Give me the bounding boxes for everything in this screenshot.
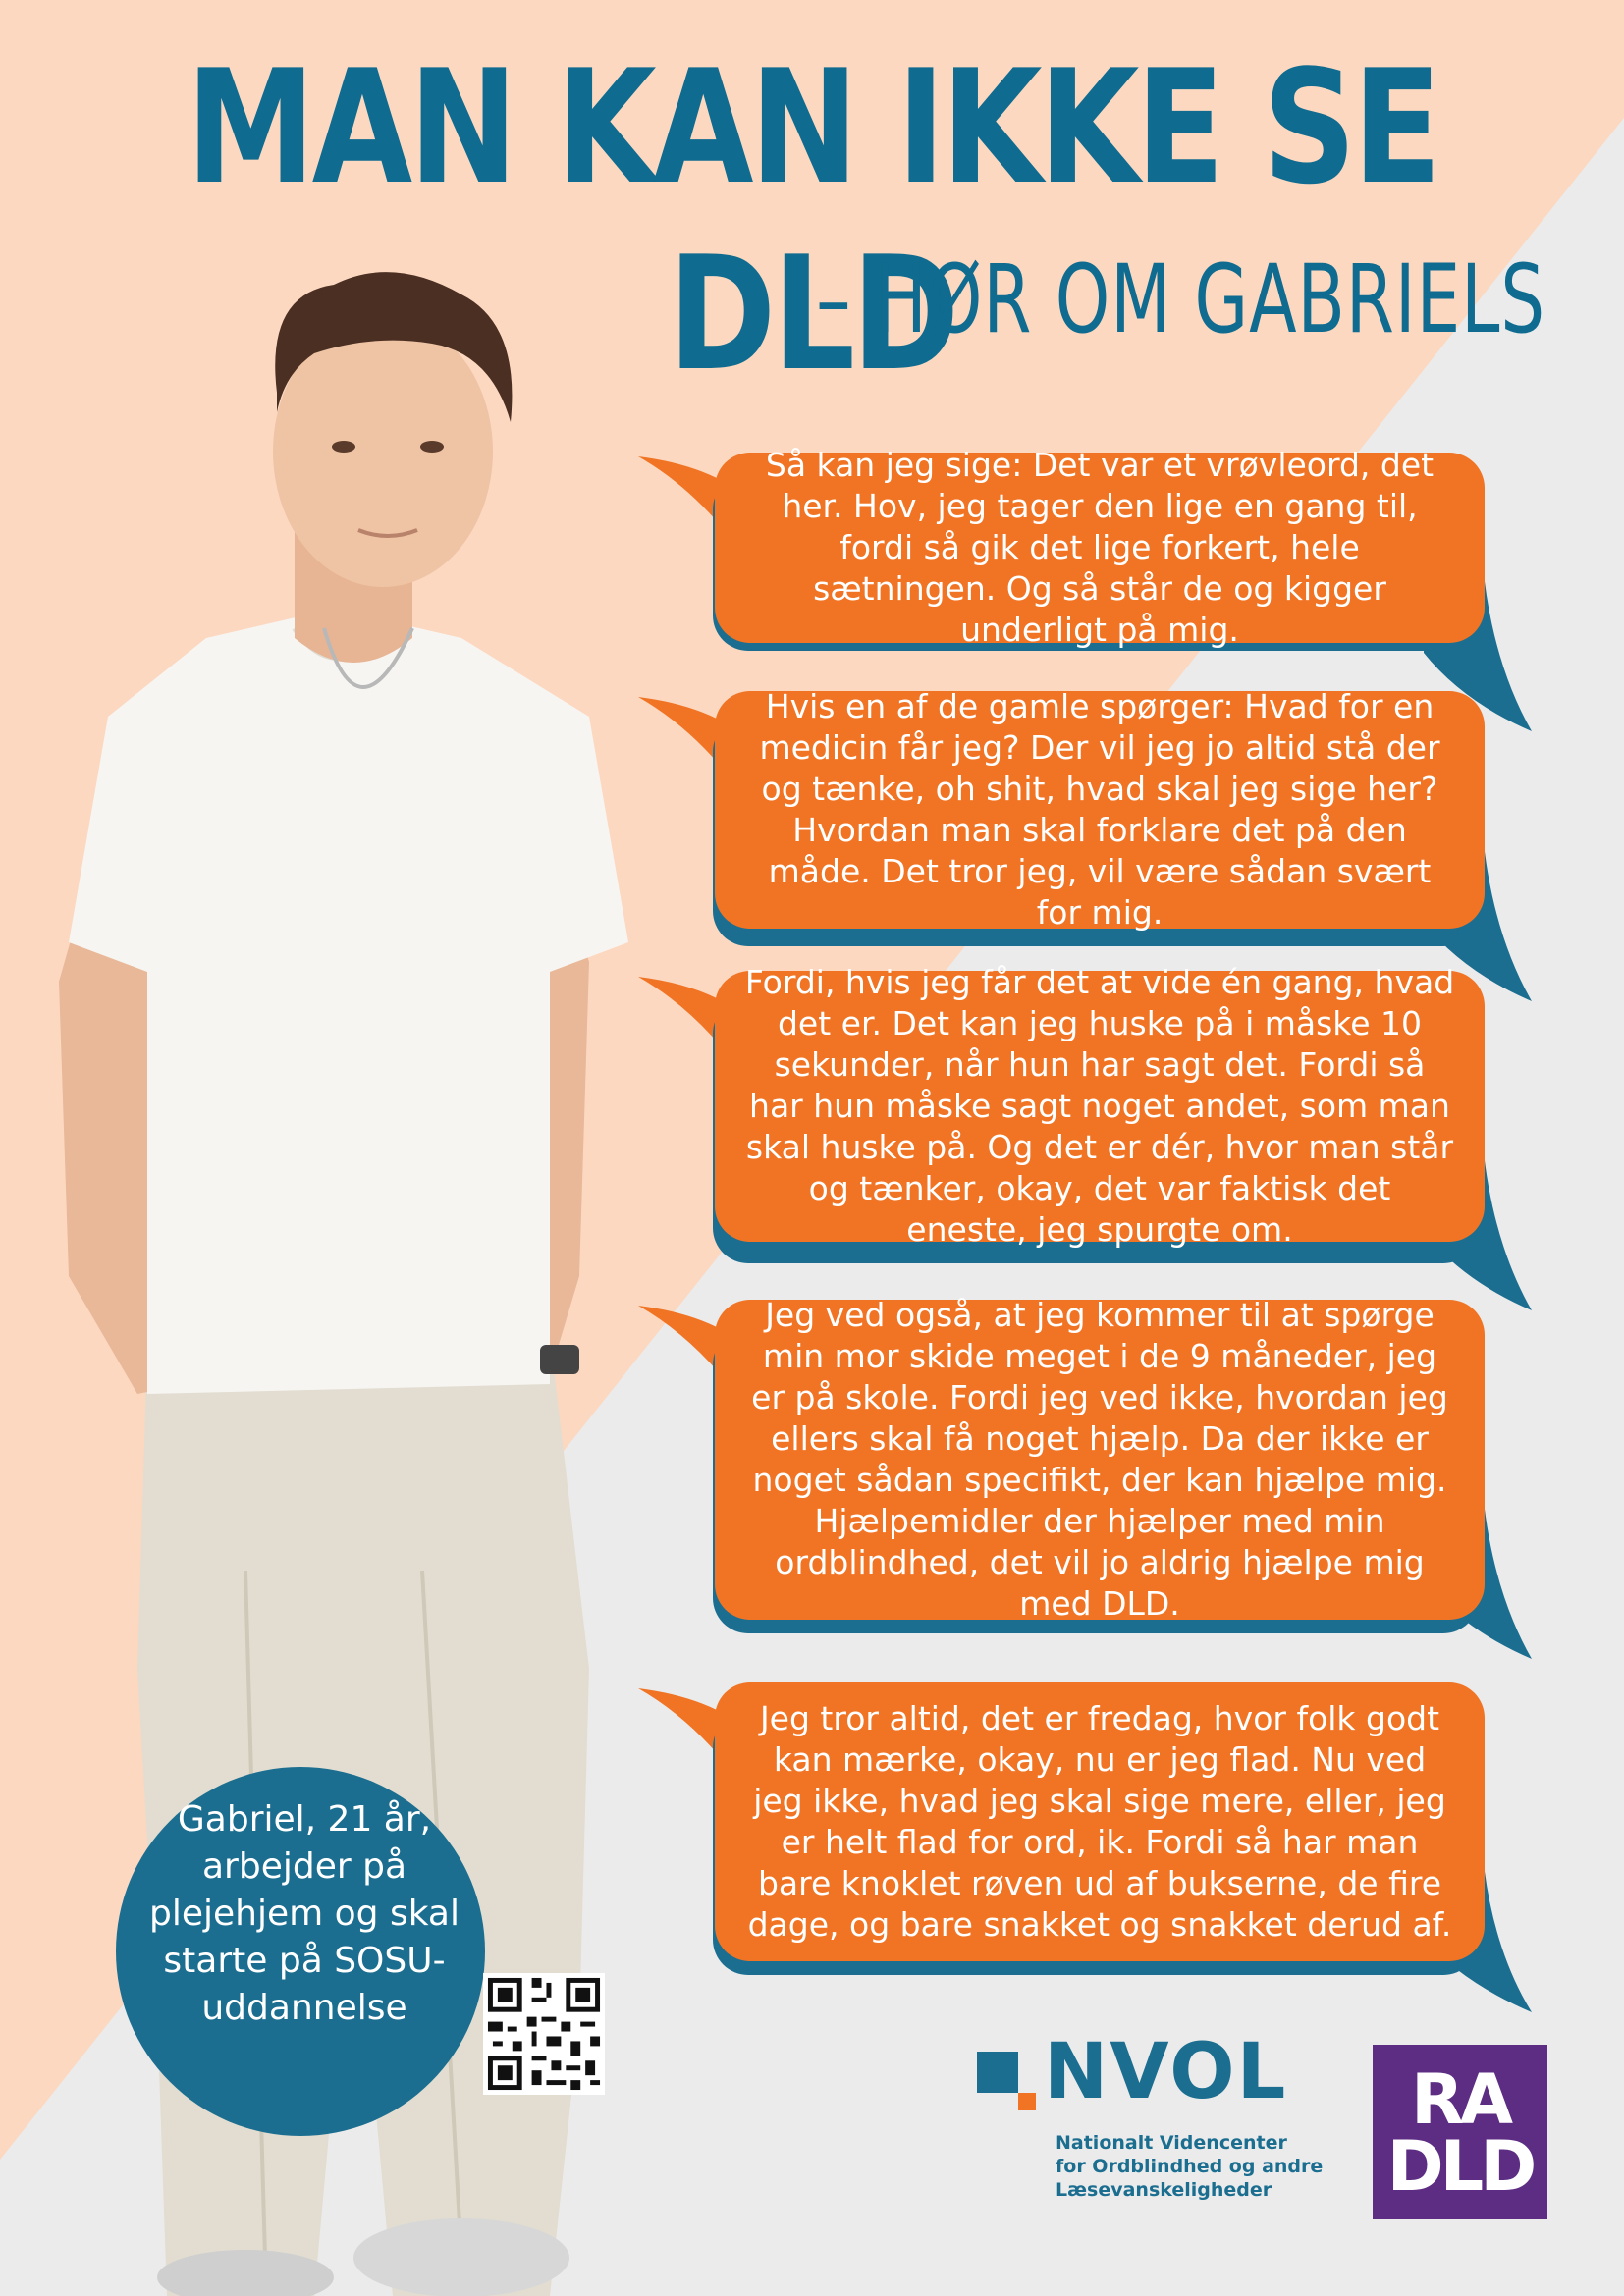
quote-bubble-4 [638,1296,1522,1639]
quote-text-4: Jeg ved også, at jeg kommer til at spørge min mor skide meget i de 9 måneder, jeg er på skole. Fordi jeg ved ikke, hvordan jeg ellers skal få noget hjælp. Da der ikke er noget sådan specifikt, der kan hjælpe mig. Hjælpemidler der hjælper med min ordblindhed, det vil jo aldrig hjælpe mig med DLD. [715,1300,1485,1620]
person-caption: Gabriel, 21 år, arbejder på plejehjem og skal starte på SOSU-uddannelse [149,1799,460,2028]
quote-text-3: Fordi, hvis jeg får det at vide én gang, hvad det er. Det kan jeg huske på i måske 10 sekunder, når hun har sagt det. Fordi så har hun måske sagt noget andet, som man skal huske på. Og det er dér, hvor man står og tænker, okay, det var faktisk det eneste, jeg spurgte om. [715,971,1485,1242]
nvol-name: NVOL [1044,2028,1288,2116]
quote-text-5: Jeg tror altid, det er fredag, hvor folk godt kan mærke, okay, nu er jeg flad. Nu ved jeg ikke, hvad jeg skal sige mere, eller, jeg er helt flad for ord, ik. Fordi så har man bare knoklet røven ud af bukserne, de fire dage, og bare snakket og snakket derud af. [715,1682,1485,1961]
nvol-mark-square [977,2052,1018,2093]
quote-text-1: Så kan jeg sige: Det var et vrøvleord, det her. Hov, jeg tager den lige en gang til, fordi så gik det lige forkert, hele sætningen. Og så står de og kigger underligt på mig. [715,453,1485,643]
qr-code-icon[interactable] [483,1973,605,2095]
nvol-mark-accent [1018,2093,1036,2110]
quote-bubble-5 [638,1679,1522,1983]
quote-bubble-2 [638,687,1522,942]
page-subtitle: – HØR OM GABRIELS [816,244,1545,354]
quote-text-2: Hvis en af de gamle spørger: Hvad for en medicin får jeg? Der vil jeg jo altid stå der og tænke, oh shit, hvad skal jeg sige her? Hvordan man skal forklare det på den måde. Det tror jeg, vil være sådan svært for mig. [715,691,1485,929]
page-title: MAN KAN IKKE SE DLD [186,35,1438,405]
rald-logo-bottom: DLD [1386,2126,1534,2207]
nvol-line-1: Nationalt Videncenter [1056,2132,1287,2154]
nvol-line-2: for Ordblindhed og andre [1056,2156,1324,2177]
quote-bubble-1 [638,447,1522,663]
rald-logo-icon [1373,2045,1547,2219]
nvol-logo-icon [977,2028,1324,2218]
nvol-line-3: Læsevanskeligheder [1056,2179,1272,2201]
rald-logo-top: RA [1410,2059,1510,2140]
quote-bubble-3 [638,963,1522,1261]
